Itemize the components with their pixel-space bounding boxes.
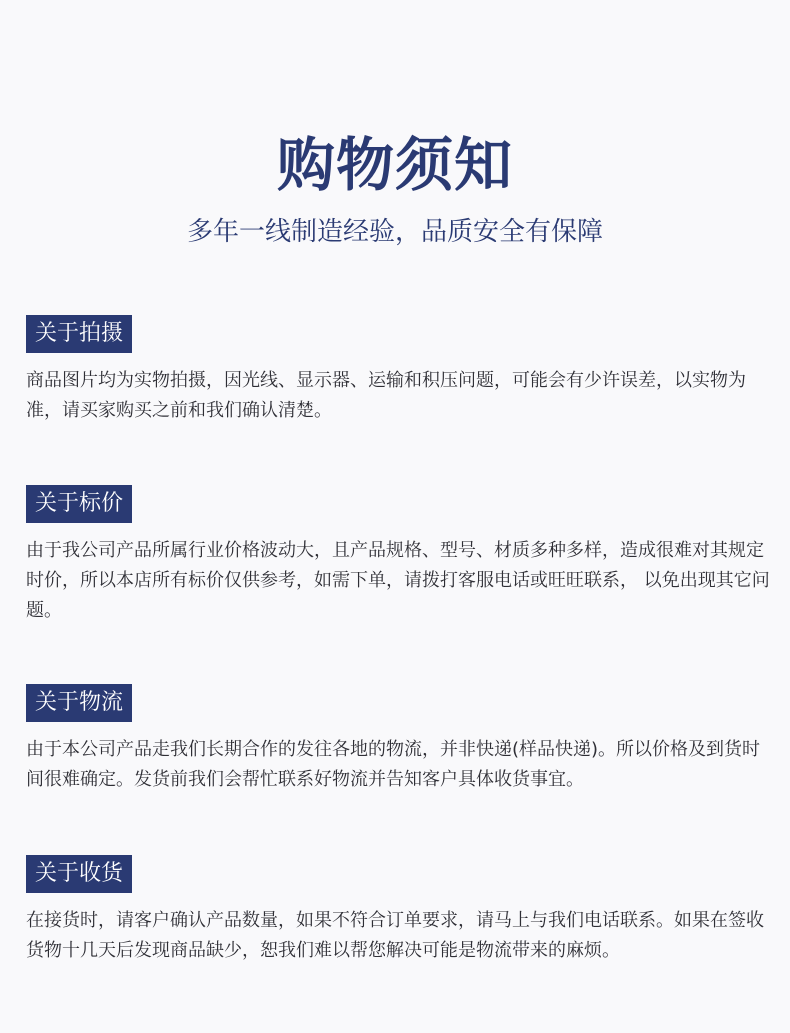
section-text: 商品图片均为实物拍摄，因光线、显示器、运输和积压问题，可能会有少许误差，以实物为准，请买家购买之前和我们确认清楚。 <box>26 370 746 421</box>
section-heading: 关于拍摄 <box>26 315 132 353</box>
section-heading: 关于物流 <box>26 684 132 722</box>
section-text: 在接货时，请客户确认产品数量，如果不符合订单要求，请马上与我们电话联系。如果在签收货物十几天后发现商品缺少，恕我们难以帮您解决可能是物流带来的麻烦。 <box>26 910 764 961</box>
page-subtitle: 多年一线制造经验，品质安全有保障 <box>186 217 603 247</box>
section-receiving <box>26 855 770 966</box>
section-heading: 关于标价 <box>26 485 132 523</box>
section-text: 由于本公司产品走我们长期合作的发往各地的物流，并非快递(样品快递)。所以价格及到货时间很难确定。发货前我们会帮忙联系好物流并告知客户具体收货事宜。 <box>26 739 761 790</box>
section-text: 由于我公司产品所属行业价格波动大，且产品规格、型号、材质多种多样，造成很难对其规定时价，所以本店所有标价仅供参考，如需下单，请拨打客服电话或旺旺联系， 以免出现其它问题。 <box>26 540 770 621</box>
section-logistics <box>26 684 770 795</box>
section-photography <box>26 315 770 426</box>
section-heading: 关于收货 <box>26 855 132 893</box>
section-pricing <box>26 485 770 626</box>
page-title: 购物须知 <box>276 131 513 199</box>
